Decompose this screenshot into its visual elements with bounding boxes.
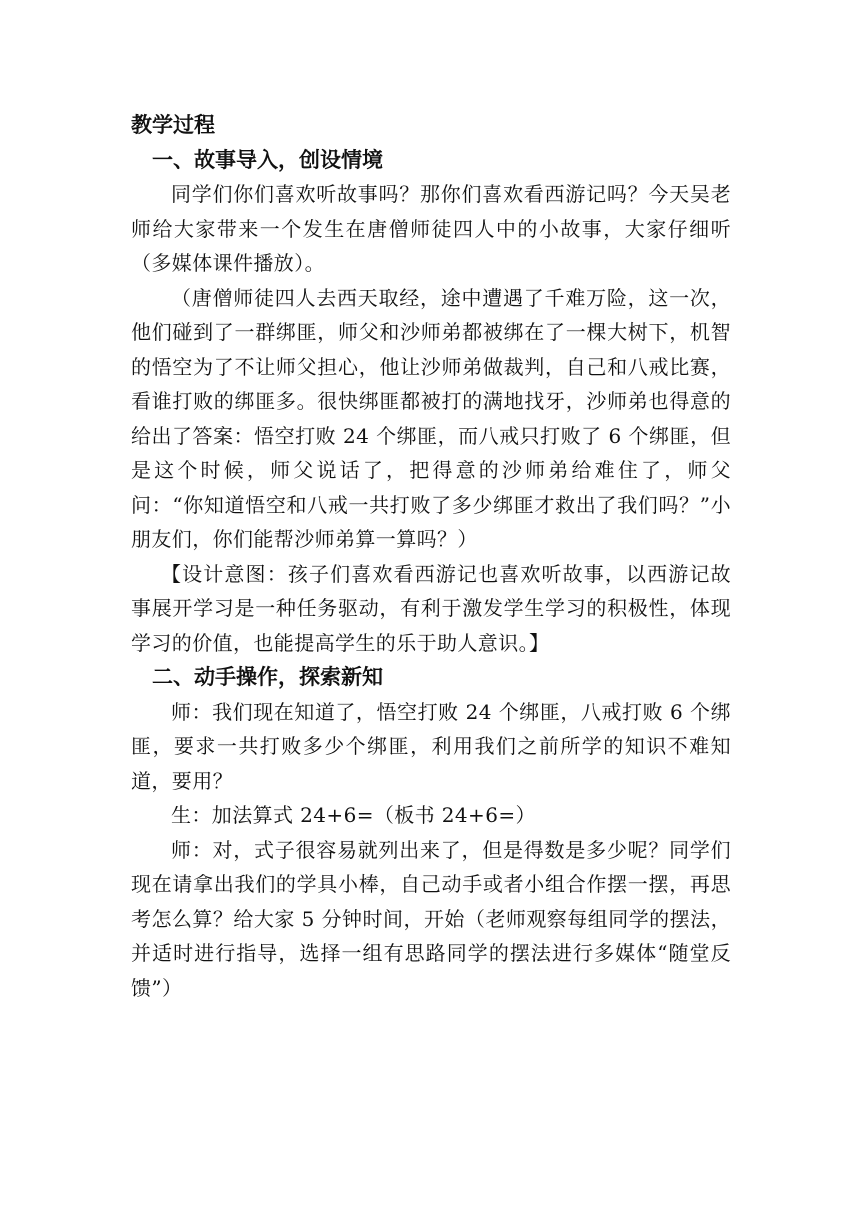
section-heading-hands-on: 二、动手操作，探索新知 [152,665,383,689]
paragraph-design-intent: 【设计意图：孩子们喜欢看西游记也喜欢听故事，以西游记故事展开学习是一种任务驱动，有利于激发学生学习的积极性，体现学习的价值，也能提高学生的乐于助人意识。】 [131,561,731,655]
paragraph-student-1: 生：加法算式 24+6=（板书 24+6=） [171,803,536,827]
page-title: 教学过程 [131,113,215,137]
section-heading-story-intro: 一、故事导入，创设情境 [152,147,383,172]
paragraph-teacher-2: 师：对，式子很容易就列出来了，但是得数是多少呢？同学们现在请拿出我们的学具小棒，自己动手或者小组合作摆一摆，再思考怎么算？给大家 5 分钟时间，开始（老师观察每组同学的摆法，并适时进行指导，选择一组有思路同学的摆法进行多媒体“随堂反馈”） [131,837,731,1000]
paragraph-teacher-1: 师：我们现在知道了，悟空打败 24 个绑匪，八戒打败 6 个绑匪，要求一共打败多少个绑匪，利用我们之前所学的知识不难知道，要用？ [131,699,731,793]
document-page [131,108,731,1005]
paragraph-intro: 同学们你们喜欢听故事吗？那你们喜欢看西游记吗？今天吴老师给大家带来一个发生在唐僧师徒四人中的小故事，大家仔细听（多媒体课件播放）。 [131,182,731,275]
paragraph-story: （唐僧师徒四人去西天取经，途中遭遇了千难万险，这一次，他们碰到了一群绑匪，师父和沙师弟都被绑在了一棵大树下，机智的悟空为了不让师父担心，他让沙师弟做裁判，自己和八戒比赛，看谁打败的绑匪多。很快绑匪都被打的满地找牙，沙师弟也得意的给出了答案：悟空打败 24 个绑匪，而八戒只打败了 6 个绑匪，但是这个时候，师父说话了，把得意的沙师弟给难住了，师父问：“你知道悟空和八戒一共打败了多少绑匪才救出了我们吗？”小朋友们，你们能帮沙师弟算一算吗？） [131,285,731,551]
